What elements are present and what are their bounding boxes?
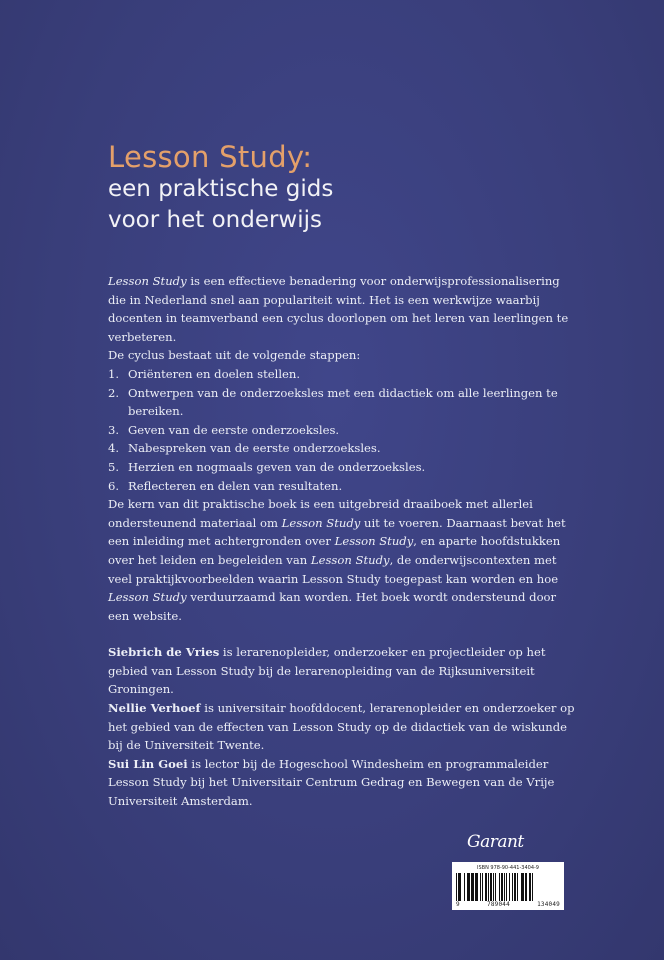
list-item [108,477,578,496]
author-bio [108,643,578,699]
core-text: uit te voeren. Daarnaast bevat het een inleiding met achtergronden over [108,515,566,549]
author-bio [108,699,578,755]
author-name: Sui Lin Goei [108,756,188,771]
core-text: , en aparte hoofdstukken over het leiden en begeleiden van [108,534,561,567]
core-text: De kern van dit praktische boek is een uitgebreid draaiboek met allerlei ondersteunend materiaal om [108,497,533,530]
barcode-bars [456,873,560,901]
author-name: Nellie Verhoef [108,701,201,716]
intro-text: is een effectieve benadering voor onderwijsprofessionalisering die in Nederland snel aan populariteit wint. Het is een werkwijze waarbij docenten in teamverband een cyclus doorlopen om het leren van leerlingen te verbeteren. [108,274,569,344]
barcode-digit-group: 134049 [537,901,560,908]
step-text: Geven van de eerste onderzoeksles. [128,422,340,437]
subtitle-line-2: voor het onderwijs [108,207,323,233]
barcode-digits [456,901,560,908]
list-item [108,421,578,440]
steps-intro: De cyclus bestaat uit de volgende stappen: [108,348,361,363]
core-paragraph [108,495,578,625]
core-italic: Lesson Study [108,590,187,605]
step-number: 4. [108,441,120,456]
intro-paragraph [108,272,578,346]
steps-list [108,365,578,495]
core-text: , de onderwijscontexten met veel praktijkvoorbeelden waarin Lesson Study toegepast kan worden en hoe [108,552,559,586]
isbn-label: ISBN 978-90-441-3404-9 [477,865,539,871]
list-item [108,365,578,384]
core-italic: Lesson Study [281,515,361,530]
step-number: 5. [108,459,120,474]
step-number: 2. [108,385,120,400]
barcode-digit-group: 9 [456,901,460,908]
step-text: Herzien en nogmaals geven van de onderzoeksles. [128,459,426,474]
subtitle-line-1: een praktische gids [108,176,334,202]
barcode-digit-group: 789044 [487,901,510,908]
barcode-bar [533,873,535,901]
list-item [108,384,578,421]
step-text: Ontwerpen van de onderzoeksles met een didactiek om alle leerlingen te bereiken. [128,385,558,419]
blurb [108,272,578,811]
publisher-logo: Garant [467,832,524,852]
author-bio [108,755,578,811]
step-text: Nabespreken van de eerste onderzoeksles. [128,441,381,456]
title-block [108,140,333,236]
book-title: Lesson Study: [108,140,313,174]
step-number: 6. [108,478,120,493]
isbn-barcode [452,862,564,910]
intro-italic: Lesson Study [108,274,187,288]
author-name: Siebrich de Vries [108,645,220,660]
core-text: verduurzaamd kan worden. Het boek wordt ondersteund door een website. [108,590,557,623]
author-description: is lerarenopleider, onderzoeker en projectleider op het gebied van Lesson Study bij de lerarenopleiding van de Rijksuniversiteit Groningen. [108,645,546,697]
core-italic: Lesson Study [310,552,390,567]
step-number: 1. [108,366,120,381]
author-description: is lector bij de Hogeschool Windesheim en programmaleider Lesson Study bij het Universitair Centrum Gedrag en Bewegen van de Vrije Universiteit Amsterdam. [108,756,555,809]
step-number: 3. [108,422,120,437]
core-italic: Lesson Study [334,534,414,549]
author-description: is universitair hoofddocent, lerarenopleider en onderzoeker op het gebied van de effecten van Lesson Study op de didactiek van de wiskunde bij de Universiteit Twente. [108,701,575,753]
list-item [108,439,578,458]
step-text: Reflecteren en delen van resultaten. [128,478,343,493]
list-item [108,458,578,477]
step-text: Oriënteren en doelen stellen. [128,366,301,381]
